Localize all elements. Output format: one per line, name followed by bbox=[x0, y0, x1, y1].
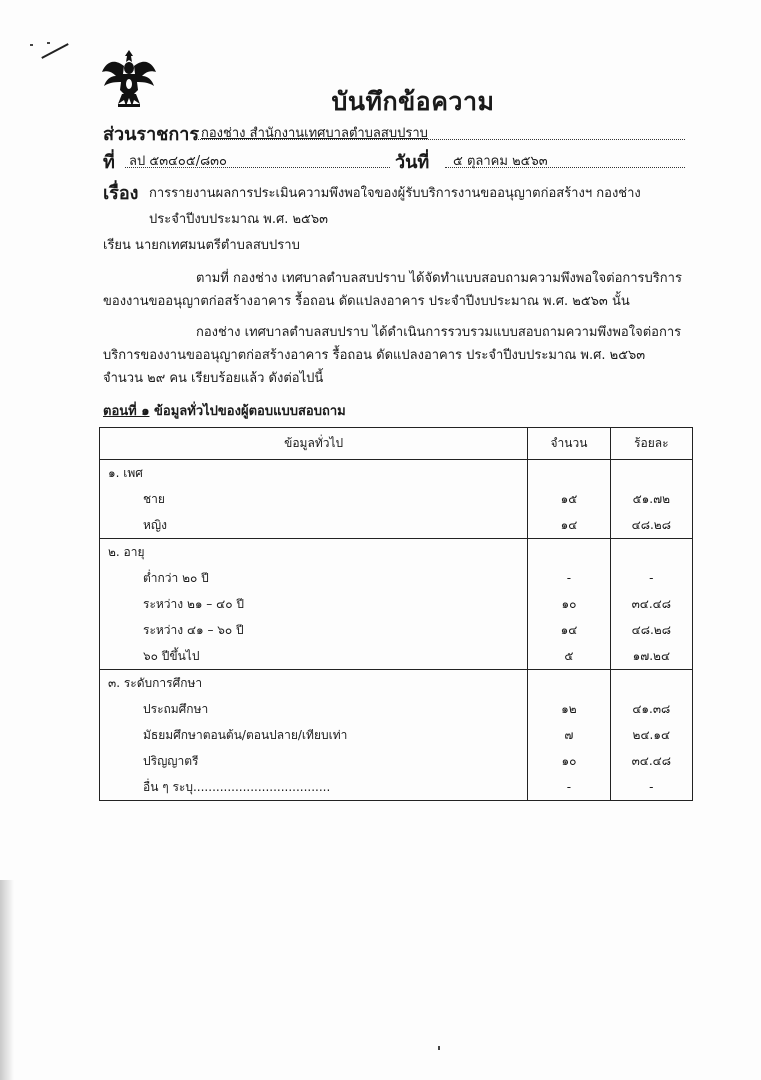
date-value: ๕ ตุลาคม ๒๕๖๓ bbox=[453, 154, 548, 169]
reference-row bbox=[103, 147, 685, 171]
row-label: ๖๐ ปีขึ้นไป bbox=[143, 649, 200, 663]
row-count: ๑๐ bbox=[561, 754, 577, 768]
header-info: ข้อมูลทั่วไป bbox=[100, 428, 528, 460]
row-count: ๗ bbox=[564, 728, 574, 742]
row-count: ๑๕ bbox=[560, 492, 578, 506]
group-title: ๑. เพศ bbox=[108, 466, 143, 480]
subject-block bbox=[103, 178, 703, 228]
subject-line-1: การรายงานผลการประเมินความพึงพอใจของผู้รับบริการงานขออนุญาตก่อสร้างฯ กองช่าง bbox=[149, 186, 641, 201]
scan-speck bbox=[438, 1046, 440, 1050]
section-label: ตอนที่ ๑ bbox=[103, 404, 150, 419]
row-label: ระหว่าง ๒๑ – ๔๐ ปี bbox=[143, 597, 244, 611]
department-value: กองช่าง สำนักงานเทศบาลตำบลสบปราบ bbox=[201, 126, 428, 141]
row-label: ต่ำกว่า ๒๐ ปี bbox=[143, 571, 209, 585]
table-group-age bbox=[100, 539, 693, 670]
row-count: - bbox=[566, 571, 572, 585]
row-percent: ๕๑.๗๒ bbox=[632, 492, 671, 506]
header-count: จำนวน bbox=[528, 428, 610, 460]
subject-label: เรื่อง bbox=[103, 183, 139, 204]
paragraph-1-line-2: ของงานขออนุญาตก่อสร้างอาคาร รื้อถอน ดัดแปลงอาคาร ประจำปีงบประมาณ พ.ศ. ๒๕๖๓ นั้น bbox=[103, 294, 630, 309]
row-percent: ๔๘.๒๘ bbox=[631, 623, 671, 637]
table-header-row bbox=[100, 428, 693, 460]
scan-edge-shadow bbox=[0, 880, 14, 1080]
table-group-education bbox=[100, 670, 693, 801]
row-percent: ๓๔.๔๘ bbox=[631, 754, 672, 768]
group-title: ๓. ระดับการศึกษา bbox=[108, 676, 203, 690]
row-label: หญิง bbox=[143, 518, 167, 532]
pen-mark bbox=[41, 43, 68, 59]
department-label: ส่วนราชการ bbox=[103, 124, 200, 145]
row-percent: ๔๘.๒๘ bbox=[631, 518, 671, 532]
header-percent: ร้อยละ bbox=[610, 428, 692, 460]
row-percent: - bbox=[649, 780, 654, 794]
row-percent: - bbox=[649, 571, 654, 585]
reference-label: ที่ bbox=[103, 152, 115, 173]
section-heading bbox=[103, 400, 346, 421]
subject-line-2: ประจำปีงบประมาณ พ.ศ. ๒๕๖๓ bbox=[149, 212, 329, 227]
group-title: ๒. อายุ bbox=[108, 545, 145, 559]
section-title: ข้อมูลทั่วไปของผู้ตอบแบบสอบถาม bbox=[154, 404, 346, 419]
table-group-gender bbox=[100, 460, 693, 539]
row-label: มัธยมศึกษาตอนต้น/ตอนปลาย/เทียบเท่า bbox=[143, 728, 348, 742]
salutation: เรียน นายกเทศมนตรีตำบลสบปราบ bbox=[103, 238, 300, 253]
row-count: ๑๔ bbox=[560, 623, 578, 637]
reference-number: ลป ๕๓๔๐๕/๘๓๐ bbox=[129, 154, 227, 169]
row-label: ปริญญาตรี bbox=[143, 754, 199, 768]
row-label: อื่น ๆ ระบุ.................................... bbox=[143, 780, 331, 794]
paragraph-2-line-2: บริการของงานขออนุญาตก่อสร้างอาคาร รื้อถอน ดัดแปลงอาคาร ประจำปีงบประมาณ พ.ศ. ๒๕๖๓ bbox=[103, 348, 646, 363]
row-count: ๑๐ bbox=[561, 597, 577, 611]
scan-speck bbox=[47, 42, 50, 44]
respondent-info-table bbox=[99, 427, 693, 801]
row-percent: ๓๔.๔๘ bbox=[631, 597, 672, 611]
row-label: ชาย bbox=[143, 492, 165, 506]
row-count: ๕ bbox=[564, 649, 574, 663]
row-count: ๑๒ bbox=[561, 702, 577, 716]
paragraph-1-line-1: ตามที่ กองช่าง เทศบาลตำบลสบปราบ ได้จัดทำแบบสอบถามความพึงพอใจต่อการบริการ bbox=[196, 271, 682, 286]
department-row bbox=[103, 119, 685, 143]
row-percent: ๑๗.๒๔ bbox=[632, 649, 671, 663]
row-count: ๑๔ bbox=[560, 518, 578, 532]
paragraph-2-line-3: จำนวน ๒๙ คน เรียบร้อยแล้ว ดังต่อไปนี้ bbox=[103, 371, 324, 386]
row-count: - bbox=[566, 780, 572, 794]
scan-speck bbox=[30, 44, 33, 46]
row-percent: ๒๔.๑๔ bbox=[632, 728, 671, 742]
date-label: วันที่ bbox=[395, 152, 430, 173]
memo-title: บันทึกข้อความ bbox=[331, 87, 495, 116]
row-label: ประถมศึกษา bbox=[143, 702, 209, 716]
row-label: ระหว่าง ๔๑ – ๖๐ ปี bbox=[143, 623, 244, 637]
paragraph-2-line-1: กองช่าง เทศบาลตำบลสบปราบ ได้ดำเนินการรวบรวมแบบสอบถามความพึงพอใจต่อการ bbox=[196, 325, 682, 340]
row-percent: ๔๑.๓๘ bbox=[632, 702, 671, 716]
